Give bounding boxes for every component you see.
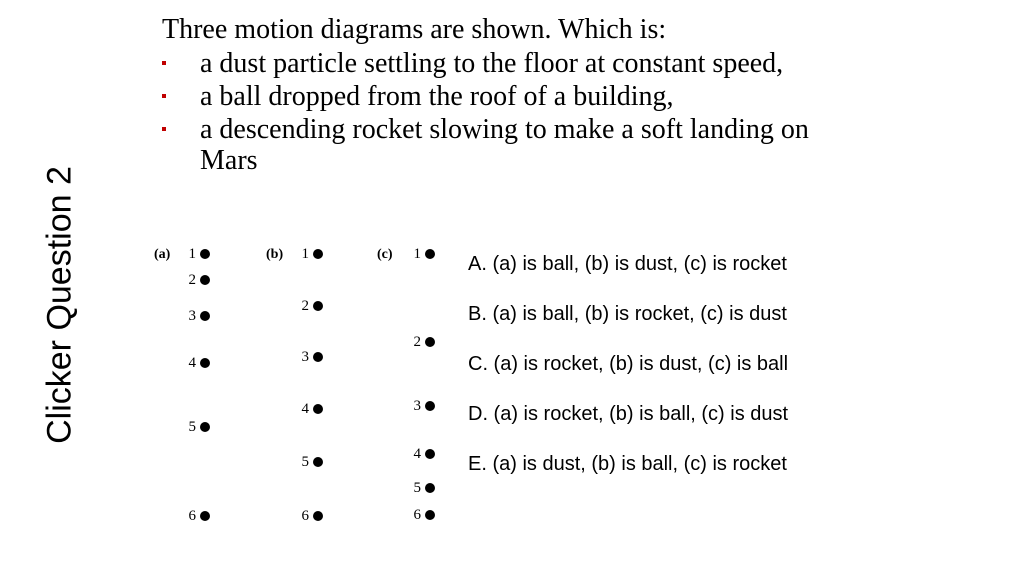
panel-c-dot-1 bbox=[409, 246, 435, 262]
panel-a-dot-5 bbox=[184, 419, 210, 435]
question-stem: Three motion diagrams are shown. Which is: bbox=[162, 14, 667, 45]
dot-icon bbox=[425, 401, 435, 411]
slide-title: Clicker Question 2 bbox=[40, 166, 79, 444]
dot-number: 6 bbox=[188, 507, 196, 524]
panel-b-dot-3 bbox=[297, 349, 323, 365]
panel-c-dot-2 bbox=[409, 334, 435, 350]
panel-b-dot-6 bbox=[297, 508, 323, 524]
dot-number: 2 bbox=[413, 333, 421, 350]
dot-icon bbox=[200, 358, 210, 368]
dot-number: 1 bbox=[301, 245, 309, 262]
panel-c-dot-4 bbox=[409, 446, 435, 462]
dot-number: 1 bbox=[188, 245, 196, 262]
panel-b-dot-2 bbox=[297, 298, 323, 314]
dot-number: 1 bbox=[413, 245, 421, 262]
dot-number: 4 bbox=[188, 354, 196, 371]
panel-c-dot-6 bbox=[409, 507, 435, 523]
dot-number: 3 bbox=[413, 397, 421, 414]
dot-number: 5 bbox=[413, 479, 421, 496]
dot-icon bbox=[425, 510, 435, 520]
answer-b: B. (a) is ball, (b) is rocket, (c) is dust bbox=[468, 303, 787, 325]
dot-icon bbox=[425, 449, 435, 459]
dot-icon bbox=[425, 249, 435, 259]
dot-icon bbox=[313, 457, 323, 467]
panel-b-dot-1 bbox=[297, 246, 323, 262]
dot-number: 3 bbox=[301, 348, 309, 365]
question-item-text: a ball dropped from the roof of a building, bbox=[200, 81, 674, 112]
dot-number: 5 bbox=[188, 418, 196, 435]
dot-icon bbox=[200, 249, 210, 259]
dot-number: 3 bbox=[188, 307, 196, 324]
dot-icon bbox=[313, 511, 323, 521]
panel-a-dot-3 bbox=[184, 308, 210, 324]
dot-number: 4 bbox=[413, 445, 421, 462]
panel-b-label: (b) bbox=[266, 247, 284, 262]
dot-number: 6 bbox=[413, 506, 421, 523]
answer-c: C. (a) is rocket, (b) is dust, (c) is ball bbox=[468, 353, 789, 375]
question-item-text: a descending rocket slowing to make a soft landing on Mars bbox=[200, 114, 809, 176]
dot-icon bbox=[313, 301, 323, 311]
answer-choices bbox=[468, 252, 788, 502]
dot-number: 2 bbox=[301, 297, 309, 314]
dot-number: 6 bbox=[301, 507, 309, 524]
answer-e: E. (a) is dust, (b) is ball, (c) is rocket bbox=[468, 453, 787, 475]
dot-number: 2 bbox=[188, 271, 196, 288]
bullet-icon bbox=[162, 61, 166, 65]
panel-a-dot-1 bbox=[184, 246, 210, 262]
dot-icon bbox=[425, 337, 435, 347]
dot-number: 4 bbox=[301, 400, 309, 417]
panel-b-dot-5 bbox=[297, 454, 323, 470]
panel-c-dot-5 bbox=[409, 480, 435, 496]
dot-icon bbox=[200, 311, 210, 321]
panel-a-dot-2 bbox=[184, 272, 210, 288]
panel-a-dot-6 bbox=[184, 508, 210, 524]
dot-icon bbox=[313, 249, 323, 259]
answer-d: D. (a) is rocket, (b) is ball, (c) is dust bbox=[468, 403, 789, 425]
panel-b-dot-4 bbox=[297, 401, 323, 417]
bullet-icon bbox=[162, 127, 166, 131]
question-item-text: a dust particle settling to the floor at constant speed, bbox=[200, 48, 784, 79]
question-list bbox=[162, 48, 842, 176]
dot-icon bbox=[313, 404, 323, 414]
panel-c-dot-3 bbox=[409, 398, 435, 414]
question-item-dust bbox=[162, 48, 842, 79]
motion-diagrams bbox=[150, 238, 450, 528]
dot-icon bbox=[200, 511, 210, 521]
dot-number: 5 bbox=[301, 453, 309, 470]
question-text bbox=[162, 14, 842, 178]
dot-icon bbox=[313, 352, 323, 362]
panel-a-dot-4 bbox=[184, 355, 210, 371]
dot-icon bbox=[425, 483, 435, 493]
question-item-rocket bbox=[162, 114, 842, 176]
bullet-icon bbox=[162, 94, 166, 98]
question-item-ball bbox=[162, 81, 842, 112]
dot-icon bbox=[200, 422, 210, 432]
answer-a: A. (a) is ball, (b) is dust, (c) is rocket bbox=[468, 253, 787, 275]
dot-icon bbox=[200, 275, 210, 285]
panel-a-label: (a) bbox=[154, 247, 171, 262]
panel-c-label: (c) bbox=[377, 247, 393, 262]
